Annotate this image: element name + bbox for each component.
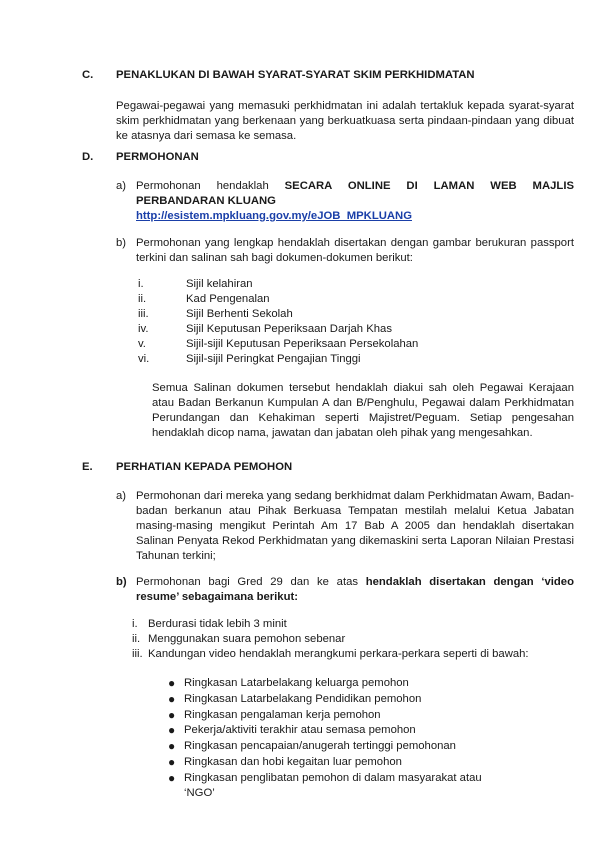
document-list — [82, 277, 574, 366]
item-label: a) — [116, 179, 127, 192]
list-item: ● Ringkasan Latarbelakang Pendidikan pemohon — [168, 691, 422, 706]
list-item: i. Sijil kelahiran — [138, 278, 253, 291]
section-d-item-b — [116, 236, 574, 266]
section-c-title: PENAKLUKAN DI BAWAH SYARAT-SYARAT SKIM PERKHIDMATAN — [116, 69, 475, 81]
section-d — [82, 150, 574, 441]
bullet-icon: ● — [168, 755, 176, 770]
item-a-text: Permohonan hendaklah — [136, 179, 269, 192]
section-c-heading — [82, 68, 574, 83]
bullet-icon: ● — [168, 691, 176, 706]
section-c-letter: C. — [82, 69, 94, 81]
item-label: b) — [116, 576, 127, 589]
section-d-item-a — [116, 179, 574, 224]
summary-bullet-list — [168, 676, 574, 801]
list-item: ● Ringkasan pengalaman kerja pemohon — [168, 707, 381, 722]
section-e-title: PERHATIAN KEPADA PEMOHON — [116, 461, 293, 473]
section-c-body: Pegawai-pegawai yang memasuki perkhidmatan ini adalah tertakluk kepada syarat-syarat skim perkhidmatan yang berkenaan yang berkuatkuasa serta pindaan-pindaan yang dibuat ke atasnya dari semasa ke semasa. — [116, 99, 574, 142]
list-item: ● Ringkasan penglibatan pemohon di dalam masyarakat atau ‘NGO’ — [168, 770, 482, 799]
list-item: iii. Sijil Berhenti Sekolah — [138, 308, 293, 321]
bullet-icon: ● — [168, 739, 176, 754]
list-item: vi. Sijil-sijil Peringkat Pengajian Tinggi — [138, 352, 361, 365]
list-item: ii. Kad Pengenalan — [138, 293, 270, 306]
section-d-heading — [82, 150, 574, 165]
video-rules-list — [82, 617, 574, 662]
list-item: ● Ringkasan Latarbelakang keluarga pemohon — [168, 675, 409, 690]
item-label: b) — [116, 236, 127, 249]
certification-note: Semua Salinan dokumen tersebut hendaklah diakui sah oleh Pegawai Kerajaan atau Badan Berkanun Kumpulan A dan B/Penghulu, Pegawai dalam Perkhidmatan Perundangan dan Kehakiman seperti Majistret/Peguam. Setiap pengesahan hendaklah dicop nama, jawatan dan jabatan oleh pihak yang mengesahkan. — [152, 381, 574, 439]
item-b-text: Permohonan bagi Gred 29 dan ke atas — [136, 576, 359, 589]
item-label: a) — [116, 489, 127, 502]
section-d-letter: D. — [82, 151, 94, 163]
list-item: v. Sijil-sijil Keputusan Peperiksaan Persekolahan — [138, 338, 419, 351]
section-e — [82, 460, 574, 801]
list-item: ● Ringkasan pencapaian/anugerah tertinggi pemohonan — [168, 739, 456, 754]
section-d-title: PERMOHONAN — [116, 151, 199, 163]
item-b-text: Permohonan yang lengkap hendaklah disertakan dengan gambar berukuran passport terkini dan salinan sah bagi dokumen-dokumen berikut: — [136, 236, 574, 264]
item-b-bold: hendaklah disertakan dengan ‘video resume’ sebagaimana berikut: — [136, 576, 574, 604]
ejob-link[interactable]: http://esistem.mpkluang.gov.my/eJOB_MPKLUANG — [136, 209, 412, 222]
list-item: ● Pekerja/aktiviti terakhir atau semasa pemohon — [168, 723, 416, 738]
list-item: iii. Kandungan video hendaklah merangkumi perkara-perkara seperti di bawah: — [132, 648, 529, 661]
section-e-item-a — [116, 489, 574, 564]
section-e-item-b — [116, 575, 574, 605]
bullet-icon: ● — [168, 675, 176, 690]
item-a-text: Permohonan dari mereka yang sedang berkhidmat dalam Perkhidmatan Awam, Badan-badan berkanun atau Pihak Berkuasa Tempatan mestilah melalui Ketua Jabatan masing-masing mengikut Perintah Am 17 Bab A 2005 dan hendaklah disertakan Salinan Penyata Rekod Perkhidmatan yang dikemaskini serta Laporan Nilaian Prestasi Tahunan terkini; — [136, 489, 574, 562]
section-e-letter: E. — [82, 461, 93, 473]
section-c — [82, 68, 574, 144]
list-item: i. Berdurasi tidak lebih 3 minit — [132, 618, 287, 631]
bullet-icon: ● — [168, 707, 176, 722]
bullet-icon: ● — [168, 770, 176, 785]
item-a-bold: SECARA ONLINE DI LAMAN WEB MAJLIS PERBANDARAN KLUANG — [136, 179, 574, 207]
list-item: ii. Menggunakan suara pemohon sebenar — [132, 633, 346, 646]
list-item: iv. Sijil Keputusan Peperiksaan Darjah Khas — [138, 323, 392, 336]
list-item: ● Ringkasan dan hobi kegaitan luar pemohon — [168, 755, 402, 770]
section-e-heading — [82, 460, 574, 475]
bullet-icon: ● — [168, 723, 176, 738]
